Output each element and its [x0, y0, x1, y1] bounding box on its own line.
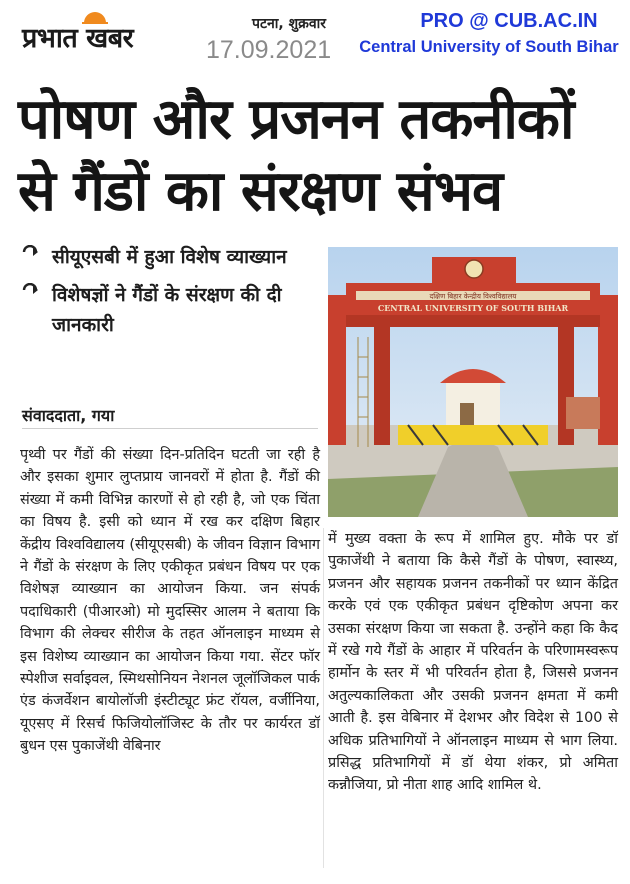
bullet-item	[22, 280, 322, 340]
dateline-city-day: पटना, शुक्रवार	[252, 16, 327, 32]
arrow-bullet-icon	[22, 283, 40, 297]
headline-line-2: से गैंडों का संरक्षण संभव	[18, 159, 503, 224]
pro-email-overlay: PRO @ CUB.AC.IN	[420, 10, 598, 32]
newspaper-logo: प्रभात खबर	[22, 23, 134, 54]
article-body-column-2: में मुख्य वक्ता के रूप में शामिल हुए. मौके पर डॉ पुकाजेंथी ने बताया कि कैसे गैंडों के पोषण, स्वास्थ्य, प्रजनन और सहायक प्रजनन तकनीकों पर ध्यान केंद्रित करके एवं एक एकीकृत प्रबंधन दृष्टिकोण अपना कर उसका संरक्षण किया जा सकता है. उन्होंने कहा कि कैद में रखे गये गैंडों के आहार में परिवर्तन के परिणामस्वरूप हार्मोन के स्तर में भी परिवर्तन होता है, जिससे प्रजनन अतुल्यकालिकता और उसकी प्रजनन क्षमता में कमी आती है. इस वेबिनार में देशभर और विदेश से 100 से अधिक प्रतिभागियों ने ऑनलाइन माध्यम से भाग लिया. प्रसिद्ध प्रतिभागियों में डॉ थेया शंकर, प्रो अमिता कन्नौजिया, प्रो नीता शाह आदि शामिल थे.	[328, 531, 618, 794]
column-divider	[323, 528, 324, 868]
byline: संवाददाता, गया	[22, 406, 115, 425]
masthead	[0, 0, 630, 72]
publication-date: 17.09.2021	[206, 36, 332, 64]
gate-sign-english: CENTRAL UNIVERSITY OF SOUTH BIHAR	[377, 303, 569, 313]
headline	[18, 84, 618, 228]
gate-sign-hindi: दक्षिण बिहार केन्द्रीय विश्वविद्यालय	[429, 292, 517, 301]
arrow-bullet-icon	[22, 245, 40, 259]
bullet-text: विशेषज्ञों ने गैंडों के संरक्षण की दी जानकारी	[52, 284, 282, 336]
headline-line-1: पोषण और प्रजनन तकनीकों	[18, 87, 574, 152]
university-name-overlay: Central University of South Bihar	[359, 38, 619, 56]
subheading-bullets	[22, 242, 322, 348]
bullet-item	[22, 242, 322, 272]
university-gate-photo	[328, 247, 618, 517]
bullet-text: सीयूएसबी में हुआ विशेष व्याख्यान	[52, 246, 287, 268]
byline-divider	[22, 428, 318, 429]
article-body-column-1: पृथ्वी पर गैंडों की संख्या दिन-प्रतिदिन घटती जा रही है और इसका शुमार लुप्तप्राय जानवरों में होता है. गैंडों की संख्या में कमी विभिन्न कारणों से हो रही है, जो एक चिंता का विषय है. इसी को ध्यान में रख कर दक्षिण बिहार केंद्रीय विश्वविद्यालय (सीयूएसबी) के जीवन विज्ञान विभाग ने गैंडों के संरक्षण के लिए एकीकृत प्रबंधन विषय पर एक विशेषज्ञ व्याख्यान का आयोजन किया. जन संपर्क पदाधिकारी (पीआरओ) मो मुदस्सिर आलम ने बताया कि विभाग की लेक्चर सीरीज के तहत ऑनलाइन माध्यम से इस विशेष्य व्याख्यान का आयोजन किया गया. सेंटर फॉर स्पेशीज सर्वाइवल, स्मिथसोनियन नेशनल जूलॉजिकल पार्क एंड कंजर्वेशन बायोलॉजी इंस्टीट्यूट फ्रंट रॉयल, वर्जीनिया, यूएसए में रिसर्च फिजियोलॉजिस्ट के तौर पर कार्यरत डॉ बुधन एस पुकाजेंथी वेबिनार	[20, 447, 320, 755]
